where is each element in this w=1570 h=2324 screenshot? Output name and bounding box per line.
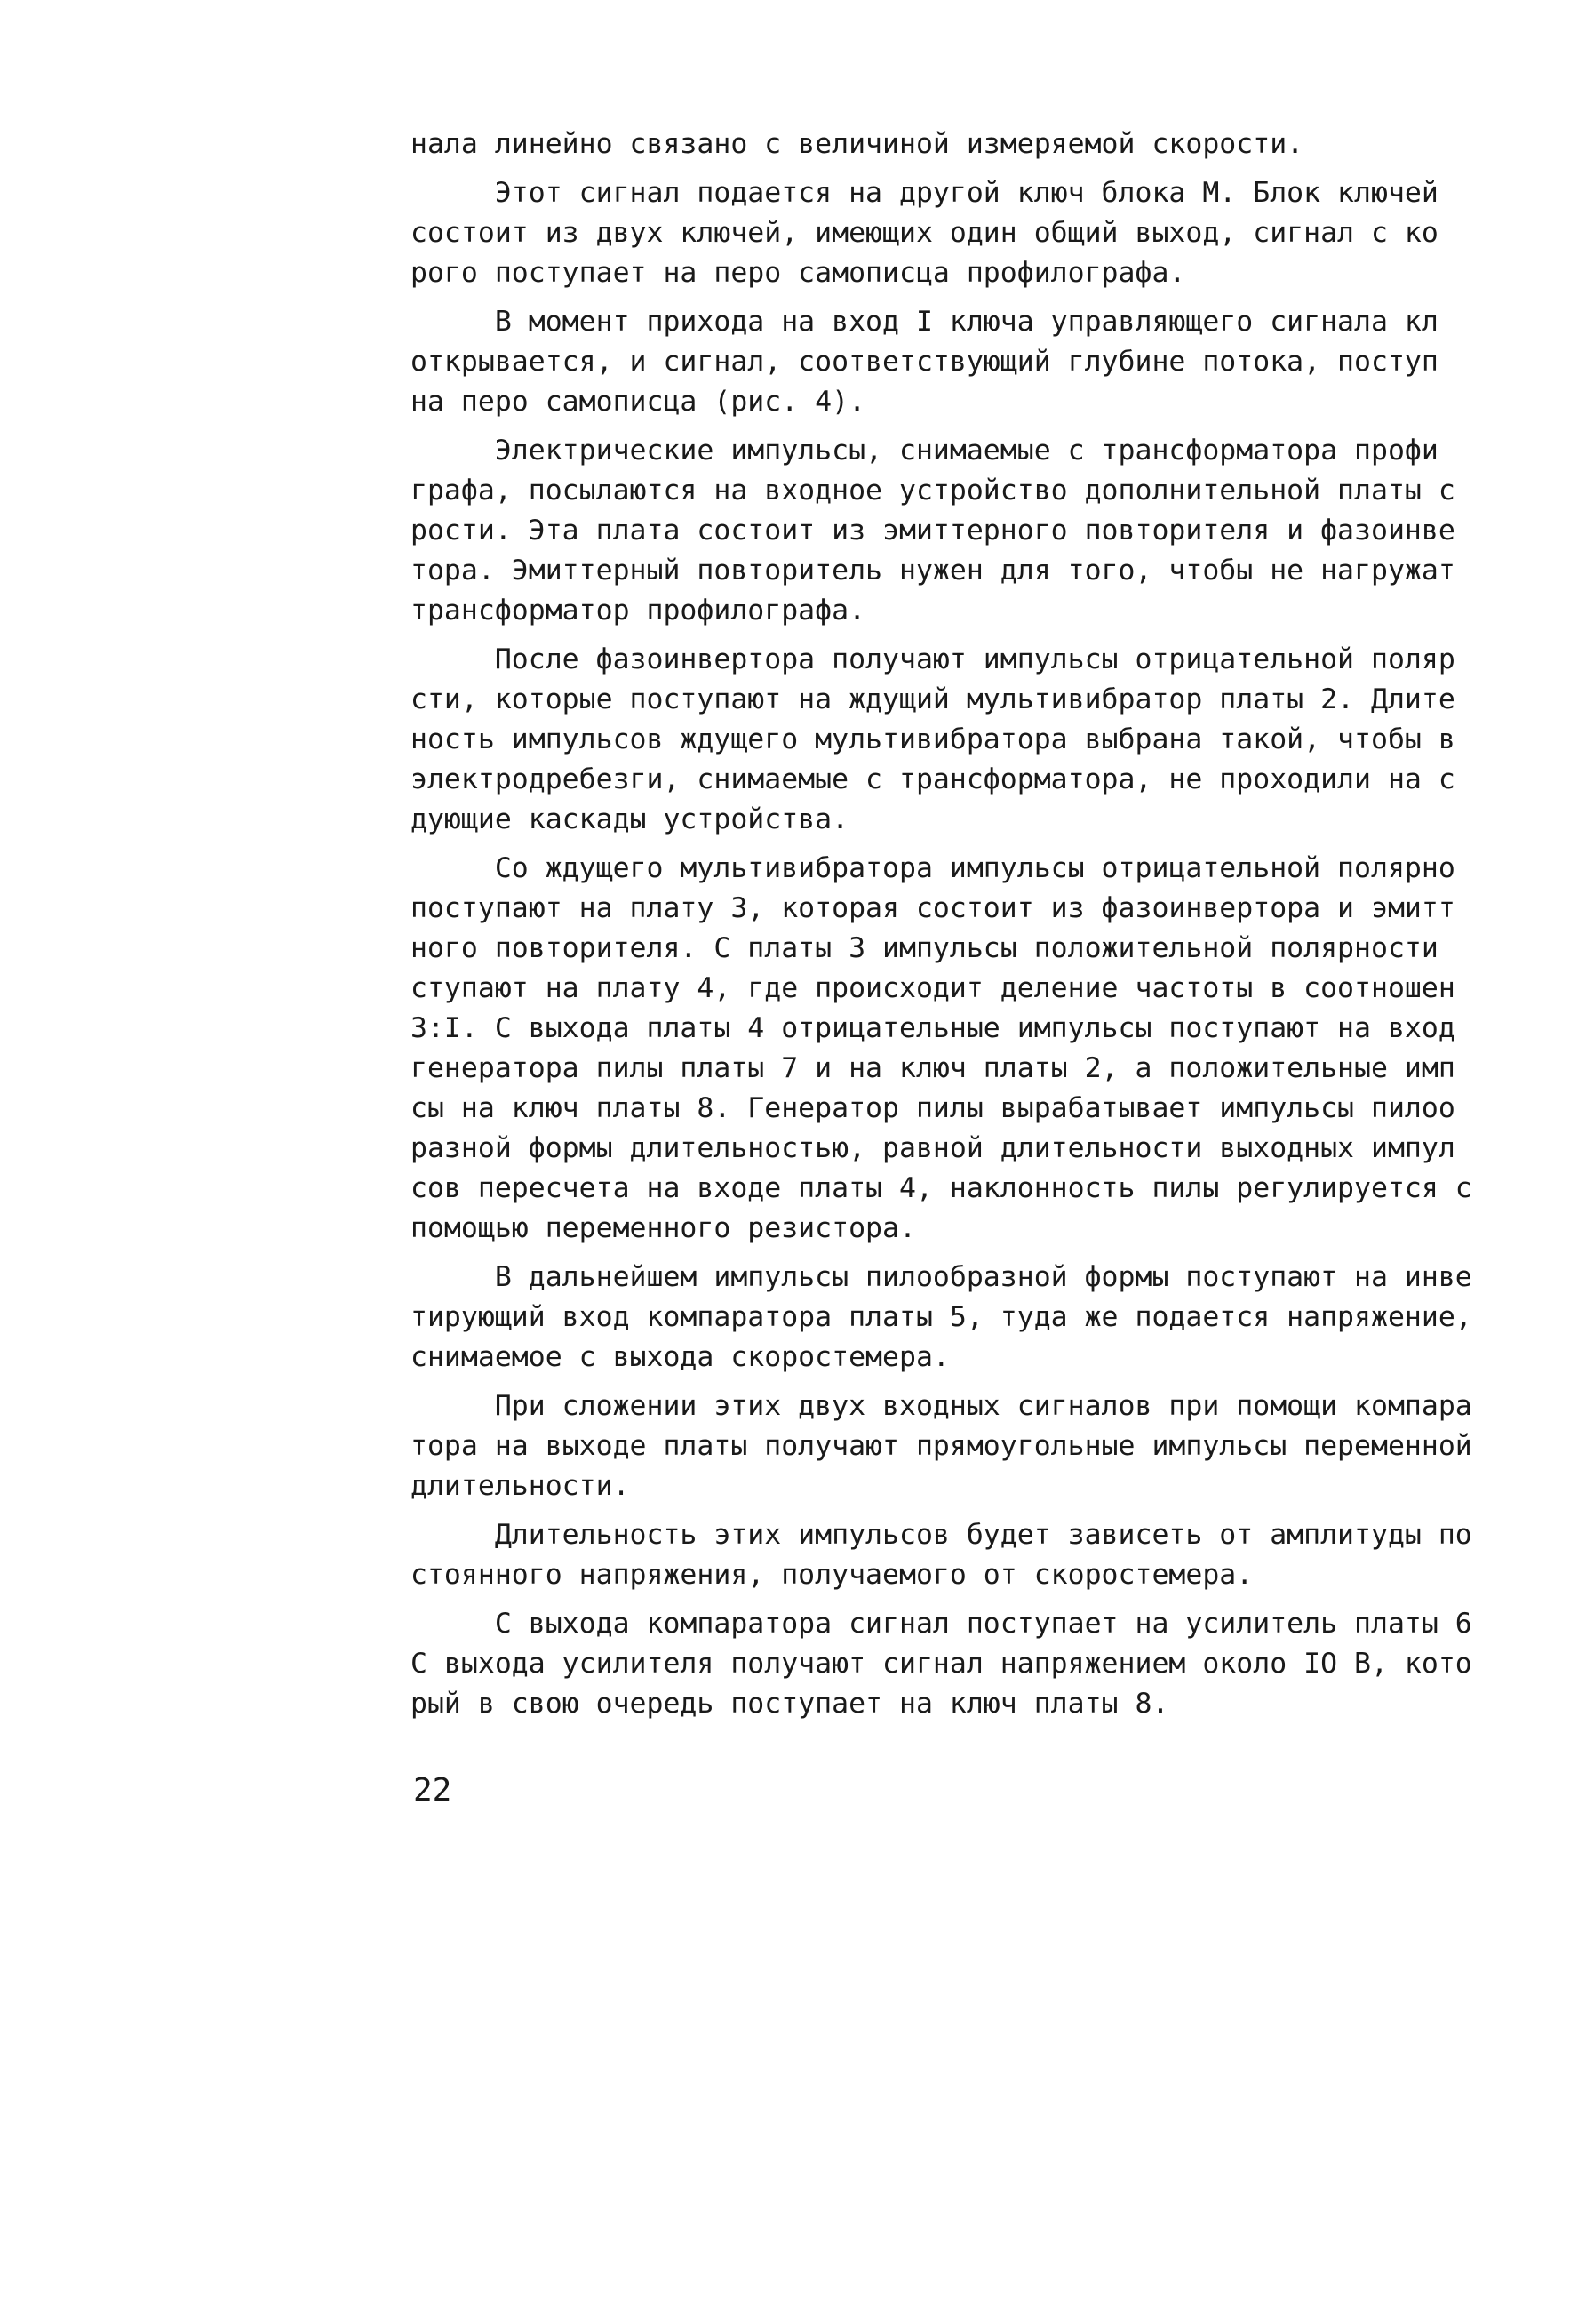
paragraph [410, 640, 1502, 840]
text-line: стоянного напряжения, получаемого от скоростемера. [410, 1559, 1254, 1591]
paragraph [410, 1386, 1502, 1506]
text-line: 3:I. С выхода платы 4 отрицательные импульсы поступают на вход [410, 1012, 1455, 1044]
text-line: Этот сигнал подается на другой ключ блока М. Блок ключей [410, 177, 1439, 209]
text-line: При сложении этих двух входных сигналов при помощи компара [410, 1390, 1472, 1422]
text-line: графа, посылаются на входное устройство дополнительной платы с [410, 475, 1455, 507]
text-line: ступают на плату 4, где происходит деление частоты в соотношен [410, 972, 1455, 1004]
paragraph-gap [410, 1378, 1502, 1386]
text-line: трансформатор профилографа. [410, 595, 866, 627]
paragraph [410, 849, 1502, 1249]
page-number: 22 [413, 1772, 452, 1809]
paragraph-gap [410, 422, 1502, 431]
paragraph [410, 173, 1502, 293]
body-text [410, 124, 1502, 1724]
paragraph [410, 1258, 1502, 1378]
text-line: дующие каскады устройства. [410, 803, 849, 835]
text-line: ного повторителя. С платы 3 импульсы положительной полярности [410, 932, 1439, 964]
text-line: поступают на плату 3, которая состоит из фазоинвертора и эмитт [410, 892, 1455, 924]
text-line: на перо самописца (рис. 4). [410, 386, 866, 418]
text-line: генератора пилы платы 7 и на ключ платы 2, а положительные имп [410, 1052, 1455, 1084]
text-line: состоит из двух ключей, имеющих один общий выход, сигнал с ко [410, 217, 1439, 249]
text-line: Длительность этих импульсов будет зависеть от амплитуды по [410, 1519, 1472, 1551]
paragraph-gap [410, 631, 1502, 640]
text-line: снимаемое с выхода скоростемера. [410, 1341, 950, 1373]
paragraph-gap [410, 1506, 1502, 1515]
text-line: рого поступает на перо самописца профилографа. [410, 257, 1186, 289]
text-line: рости. Эта плата состоит из эмиттерного повторителя и фазоинве [410, 515, 1455, 547]
text-line: разной формы длительностью, равной длительности выходных импул [410, 1132, 1455, 1164]
paragraph [410, 431, 1502, 631]
paragraph [410, 302, 1502, 422]
paragraph [410, 1515, 1502, 1595]
text-line: тора на выходе платы получают прямоугольные импульсы переменной [410, 1430, 1472, 1462]
text-line: рый в свою очередь поступает на ключ платы 8. [410, 1688, 1169, 1720]
text-line: После фазоинвертора получают импульсы отрицательной поляр [410, 643, 1455, 675]
text-line: сти, которые поступают на ждущий мультивибратор платы 2. Длите [410, 683, 1455, 715]
paragraph [410, 1604, 1502, 1724]
text-line: открывается, и сигнал, соответствующий глубине потока, поступ [410, 346, 1439, 378]
paragraph-gap [410, 1249, 1502, 1258]
text-line: ность импульсов ждущего мультивибратора выбрана такой, чтобы в [410, 723, 1455, 755]
text-line: С выхода усилителя получают сигнал напряжением около IO В, кото [410, 1648, 1472, 1680]
text-line: длительности. [410, 1470, 630, 1502]
paragraph [410, 124, 1502, 164]
paragraph-gap [410, 840, 1502, 849]
text-line: тора. Эмиттерный повторитель нужен для того, чтобы не нагружат [410, 555, 1455, 587]
text-line: С выхода компаратора сигнал поступает на усилитель платы 6 [410, 1608, 1472, 1640]
text-line: нала линейно связано с величиной измеряемой скорости. [410, 128, 1304, 160]
text-line: В момент прихода на вход I ключа управляющего сигнала кл [410, 306, 1439, 338]
text-line: Электрические импульсы, снимаемые с трансформатора профи [410, 435, 1439, 467]
paragraph-gap [410, 293, 1502, 302]
text-line: В дальнейшем импульсы пилообразной формы поступают на инве [410, 1261, 1472, 1293]
text-line: тирующий вход компаратора платы 5, туда же подается напряжение, [410, 1301, 1472, 1333]
paragraph-gap [410, 1595, 1502, 1604]
text-line: электродребезги, снимаемые с трансформатора, не проходили на с [410, 763, 1455, 795]
paragraph-gap [410, 164, 1502, 173]
text-line: сов пересчета на входе платы 4, наклонность пилы регулируется с [410, 1172, 1472, 1204]
text-line: помощью переменного резистора. [410, 1212, 916, 1244]
text-line: сы на ключ платы 8. Генератор пилы вырабатывает импульсы пилоо [410, 1092, 1455, 1124]
text-line: Со ждущего мультивибратора импульсы отрицательной полярно [410, 852, 1455, 884]
